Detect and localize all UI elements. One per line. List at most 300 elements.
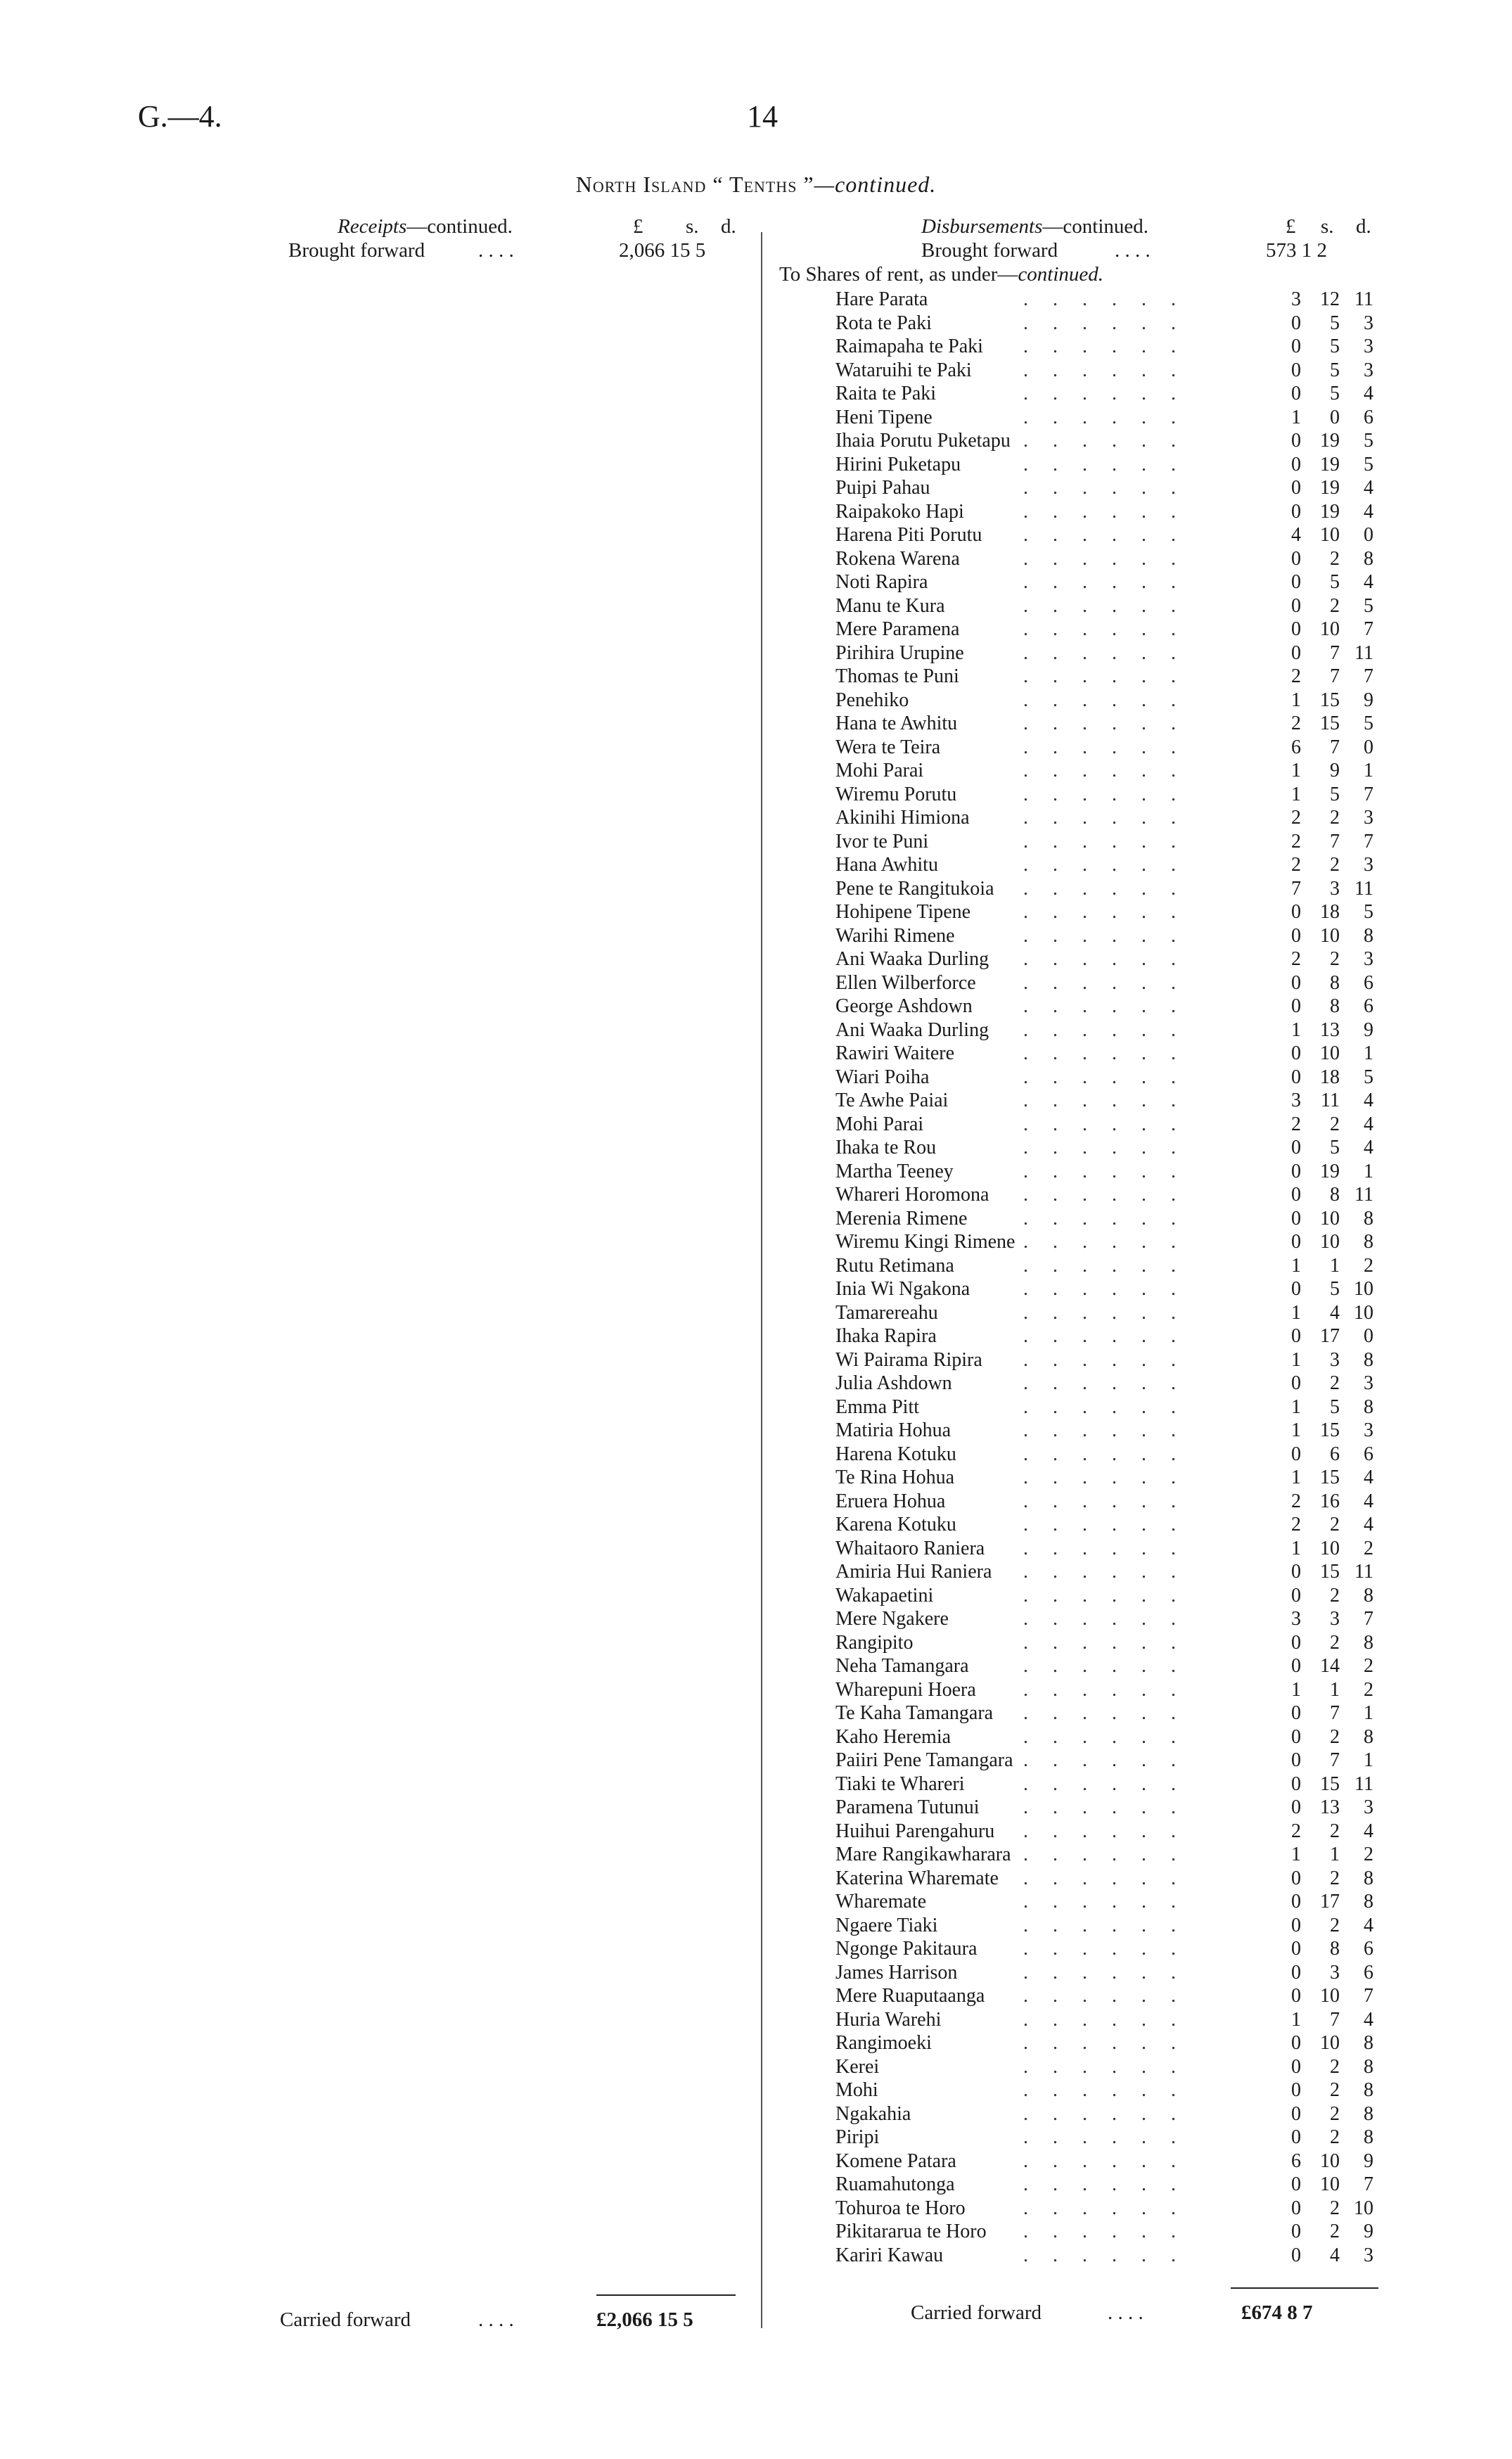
entry-pounds: 0: [1291, 2079, 1301, 2101]
disbursement-entry-row: [0, 1325, 1512, 1349]
disbursement-entry-row: [0, 1538, 1512, 1561]
entry-name: Mohi Parai: [835, 1113, 924, 1135]
entry-shillings: 5: [1330, 1137, 1340, 1158]
entry-pence: 3: [1364, 336, 1373, 357]
entry-leader-dots: . . . . . .: [1023, 477, 1186, 499]
disbursement-entry-row: [0, 1255, 1512, 1279]
disbursement-entry-row: [0, 1396, 1512, 1420]
entry-pence: 8: [1364, 1395, 1373, 1418]
entry-name: Kariri Kawau: [835, 2244, 944, 2266]
entry-leader-dots: . . . . . .: [1023, 1796, 1186, 1818]
entry-pence: 8: [1364, 1584, 1373, 1607]
entry-pounds: 1: [1291, 1395, 1301, 1418]
disbursement-entry-row: [0, 2150, 1512, 2174]
entry-pence: 4: [1364, 383, 1373, 404]
entry-pounds: 1: [1291, 1537, 1301, 1559]
entry-shillings: 15: [1320, 1467, 1340, 1488]
entry-name: Piripi: [835, 2126, 880, 2148]
entry-name: Rawiri Waitere: [835, 1042, 955, 1064]
disbursement-entry-row: [0, 1844, 1512, 1867]
entry-pounds: 0: [1291, 1961, 1301, 1984]
entry-pounds: 0: [1291, 1443, 1301, 1465]
disbursement-entry-row: [0, 1867, 1512, 1891]
entry-name: Rutu Retimana: [835, 1254, 954, 1277]
disbursement-entry-row: [0, 878, 1512, 902]
entry-name: Hana Awhitu: [835, 854, 938, 876]
entry-leader-dots: . . . . . .: [1023, 665, 1186, 687]
entry-pounds: 2: [1291, 830, 1301, 852]
entry-shillings: 13: [1320, 1796, 1340, 1818]
disbursement-entry-row: [0, 1749, 1512, 1773]
entry-leader-dots: . . . . . .: [1023, 1608, 1186, 1630]
disbursement-entry-row: [0, 595, 1512, 619]
receipts-carried-forward-value: £2,066 15 5: [596, 2308, 693, 2331]
disbursement-entry-row: [0, 1655, 1512, 1679]
entry-shillings: 2: [1330, 2221, 1340, 2242]
entry-name: Wakapaetini: [835, 1584, 934, 1607]
disbursement-entry-row: [0, 1349, 1512, 1373]
disbursement-entry-row: [0, 548, 1512, 572]
entry-pounds: 0: [1291, 1325, 1301, 1347]
entry-pounds: 2: [1291, 948, 1301, 970]
entry-leader-dots: . . . . . .: [1023, 1325, 1186, 1347]
entry-pence: 0: [1364, 736, 1373, 758]
entry-shillings: 7: [1330, 736, 1340, 758]
entry-pounds: 1: [1291, 1018, 1301, 1041]
entry-shillings: 19: [1320, 430, 1340, 452]
entry-pounds: 0: [1291, 1561, 1301, 1583]
entry-pounds: 0: [1291, 1631, 1301, 1654]
entry-pounds: 0: [1291, 924, 1301, 947]
receipts-col-pence: d.: [721, 215, 736, 238]
entry-name: Wiremu Porutu: [835, 783, 957, 805]
entry-pounds: 0: [1291, 1725, 1301, 1748]
disbursement-entry-row: [0, 1915, 1512, 1939]
entry-pence: 7: [1364, 2173, 1373, 2195]
entry-name: Julia Ashdown: [835, 1372, 952, 1394]
entry-name: Te Awhe Paiai: [835, 1090, 949, 1111]
entry-leader-dots: . . . . . .: [1023, 713, 1186, 734]
entry-pounds: 0: [1291, 1184, 1301, 1206]
entry-pence: 8: [1364, 547, 1373, 570]
entry-name: Katerina Wharemate: [835, 1867, 999, 1889]
entry-pence: 4: [1364, 477, 1373, 499]
disbursement-entry-row: [0, 1066, 1512, 1090]
disbursement-entry-row: [0, 972, 1512, 996]
entry-pence: 7: [1364, 1608, 1373, 1630]
entry-pence: 7: [1364, 830, 1373, 852]
entry-shillings: 1: [1330, 1254, 1340, 1277]
entry-name: Amiria Hui Raniera: [835, 1561, 992, 1583]
disbursement-entry-row: [0, 1820, 1512, 1844]
entry-pence: 3: [1364, 2244, 1373, 2266]
entry-name: Heni Tipene: [835, 406, 933, 428]
entry-leader-dots: . . . . . .: [1023, 2102, 1186, 2125]
entry-name: Manu te Kura: [835, 594, 945, 617]
entry-shillings: 2: [1330, 1113, 1340, 1135]
entry-pounds: 0: [1291, 312, 1301, 334]
entry-name: Eruera Hohua: [835, 1490, 946, 1512]
entry-name: Thomas te Puni: [835, 665, 959, 687]
entry-shillings: 10: [1320, 2150, 1340, 2172]
entry-shillings: 7: [1330, 641, 1340, 664]
disbursement-entry-row: [0, 713, 1512, 736]
entry-name: Mere Ngakere: [835, 1608, 949, 1630]
entry-pence: 11: [1354, 1561, 1373, 1583]
entry-pence: 11: [1354, 1773, 1373, 1795]
entry-pence: 8: [1364, 1348, 1373, 1371]
entry-shillings: 2: [1330, 1914, 1340, 1936]
entry-shillings: 2: [1330, 1631, 1340, 1654]
shares-heading-label: To Shares of rent, as under—: [779, 263, 1018, 286]
entry-pence: 4: [1364, 1490, 1373, 1512]
disbursements-brought-forward-dots: . . . .: [1115, 239, 1151, 262]
disbursements-col-shillings: s.: [1321, 215, 1334, 238]
entry-shillings: 10: [1320, 1985, 1340, 2007]
entry-pounds: 2: [1291, 1514, 1301, 1535]
entry-pounds: 2: [1291, 807, 1301, 829]
entry-pounds: 0: [1291, 547, 1301, 570]
entry-pence: 6: [1364, 995, 1373, 1017]
disbursement-entry-row: [0, 1632, 1512, 1656]
entry-pence: 5: [1364, 453, 1373, 475]
entry-leader-dots: . . . . . .: [1023, 1348, 1186, 1371]
entry-leader-dots: . . . . . .: [1023, 1160, 1186, 1182]
entry-pence: 1: [1364, 760, 1373, 781]
entry-leader-dots: . . . . . .: [1023, 807, 1186, 829]
disbursement-entry-row: [0, 1796, 1512, 1820]
entry-pence: 11: [1354, 288, 1373, 310]
entry-name: Kerei: [835, 2055, 880, 2078]
entry-pounds: 0: [1291, 901, 1301, 923]
entry-leader-dots: . . . . . .: [1023, 571, 1186, 593]
entry-pounds: 0: [1291, 618, 1301, 640]
entry-pounds: 1: [1291, 1467, 1301, 1488]
entry-pounds: 6: [1291, 736, 1301, 758]
entry-shillings: 15: [1320, 1561, 1340, 1583]
entry-leader-dots: . . . . . .: [1023, 971, 1186, 994]
receipts-carried-forward-label: Carried forward: [280, 2308, 411, 2331]
entry-name: Mohi: [835, 2079, 878, 2101]
entry-pence: 8: [1364, 2032, 1373, 2054]
entry-leader-dots: . . . . . .: [1023, 1395, 1186, 1418]
entry-shillings: 2: [1330, 594, 1340, 617]
entry-leader-dots: . . . . . .: [1023, 1773, 1186, 1795]
entry-leader-dots: . . . . . .: [1023, 524, 1186, 546]
disbursement-entry-row: [0, 1561, 1512, 1585]
entry-pence: 2: [1364, 1655, 1373, 1677]
disbursements-heading: [921, 215, 1148, 238]
entry-leader-dots: . . . . . .: [1023, 1443, 1186, 1465]
entry-leader-dots: . . . . . .: [1023, 1914, 1186, 1936]
entry-shillings: 3: [1330, 1608, 1340, 1630]
entry-pounds: 1: [1291, 1678, 1301, 1701]
receipts-col-shillings: s.: [686, 215, 699, 238]
disbursements-col-pence: d.: [1356, 215, 1371, 238]
entry-pounds: 0: [1291, 2173, 1301, 2195]
disbursement-entry-row: [0, 784, 1512, 807]
entry-name: Warihi Rimene: [835, 924, 955, 947]
entry-pence: 8: [1364, 924, 1373, 947]
entry-pounds: 1: [1291, 689, 1301, 711]
entry-pence: 4: [1364, 571, 1373, 593]
entry-shillings: 19: [1320, 477, 1340, 499]
page-title: [0, 172, 1512, 198]
entry-name: Huria Warehi: [835, 2008, 942, 2031]
entry-pounds: 6: [1291, 2150, 1301, 2172]
entry-shillings: 2: [1330, 547, 1340, 570]
disbursement-entry-row: [0, 1302, 1512, 1326]
entry-pence: 1: [1364, 1160, 1373, 1182]
entry-pence: 6: [1364, 1938, 1373, 1960]
disbursement-entry-row: [0, 995, 1512, 1019]
entry-shillings: 6: [1330, 1443, 1340, 1465]
entry-shillings: 10: [1320, 1537, 1340, 1559]
entry-pence: 1: [1364, 1749, 1373, 1771]
disbursement-entry-row: [0, 665, 1512, 689]
entry-pounds: 1: [1291, 1254, 1301, 1277]
entry-name: Rota te Paki: [835, 312, 932, 334]
entry-leader-dots: . . . . . .: [1023, 2244, 1186, 2266]
entry-name: Kaho Heremia: [835, 1725, 952, 1748]
entry-name: Wiari Poiha: [835, 1066, 930, 1088]
disbursement-entry-row: [0, 689, 1512, 713]
entry-pence: 3: [1364, 807, 1373, 829]
receipts-heading-italic: Receipts: [338, 215, 407, 238]
entry-pounds: 0: [1291, 1584, 1301, 1607]
entry-name: Merenia Rimene: [835, 1207, 968, 1230]
entry-name: Pirihira Urupine: [835, 641, 964, 664]
disbursement-entry-row: [0, 430, 1512, 454]
receipts-brought-forward-label: Brought forward: [288, 239, 425, 262]
entry-shillings: 10: [1320, 2173, 1340, 2195]
disbursement-entry-row: [0, 336, 1512, 359]
entry-pence: 8: [1364, 1867, 1373, 1889]
disbursement-entry-row: [0, 1161, 1512, 1184]
entry-shillings: 10: [1320, 1207, 1340, 1230]
entry-pence: 11: [1354, 877, 1373, 900]
entry-name: Ihaka Rapira: [835, 1325, 937, 1347]
disbursement-entry-row: [0, 1490, 1512, 1514]
entry-leader-dots: . . . . . .: [1023, 359, 1186, 381]
entry-leader-dots: . . . . . .: [1023, 453, 1186, 475]
entry-pounds: 0: [1291, 1749, 1301, 1771]
entry-leader-dots: . . . . . .: [1023, 288, 1186, 310]
entry-pounds: 0: [1291, 1985, 1301, 2007]
entry-shillings: 19: [1320, 500, 1340, 523]
entry-name: Tohuroa te Horo: [835, 2197, 966, 2219]
entry-pence: 0: [1364, 1325, 1373, 1347]
disbursement-entry-row: [0, 1585, 1512, 1609]
entry-leader-dots: . . . . . .: [1023, 901, 1186, 923]
disbursement-entry-row: [0, 1184, 1512, 1208]
receipts-carried-forward-dots: . . . .: [478, 2308, 514, 2331]
entry-shillings: 7: [1330, 665, 1340, 687]
entry-pounds: 1: [1291, 783, 1301, 805]
entry-leader-dots: . . . . . .: [1023, 1254, 1186, 1277]
entry-pence: 6: [1364, 406, 1373, 428]
entry-name: Mare Rangikawharara: [835, 1844, 1011, 1865]
disbursement-entry-row: [0, 925, 1512, 949]
entry-name: Emma Pitt: [835, 1395, 919, 1418]
entry-pence: 1: [1364, 1702, 1373, 1724]
disbursement-entry-row: [0, 359, 1512, 383]
entry-shillings: 5: [1330, 336, 1340, 357]
entry-pounds: 0: [1291, 571, 1301, 593]
entry-name: Pene te Rangitukoia: [835, 877, 994, 900]
entry-leader-dots: . . . . . .: [1023, 689, 1186, 711]
entry-leader-dots: . . . . . .: [1023, 430, 1186, 452]
entry-leader-dots: . . . . . .: [1023, 1678, 1186, 1701]
entry-leader-dots: . . . . . .: [1023, 1184, 1186, 1206]
entry-pence: 4: [1364, 1914, 1373, 1936]
entry-pounds: 0: [1291, 1914, 1301, 1936]
entry-leader-dots: . . . . . .: [1023, 2008, 1186, 2031]
entry-pence: 9: [1364, 2221, 1373, 2242]
entry-shillings: 3: [1330, 1961, 1340, 1984]
entry-name: Harena Piti Porutu: [835, 524, 982, 546]
entry-leader-dots: . . . . . .: [1023, 336, 1186, 357]
entry-leader-dots: . . . . . .: [1023, 1655, 1186, 1677]
entry-pence: 6: [1364, 971, 1373, 994]
entry-shillings: 13: [1320, 1018, 1340, 1041]
entry-shillings: 4: [1330, 1301, 1340, 1324]
entry-name: Rangimoeki: [835, 2032, 932, 2054]
entry-pounds: 0: [1291, 1796, 1301, 1818]
entry-pence: 11: [1354, 1184, 1373, 1206]
entry-name: Ngakahia: [835, 2102, 911, 2125]
entry-pounds: 0: [1291, 2244, 1301, 2266]
entry-pounds: 0: [1291, 1042, 1301, 1064]
entry-leader-dots: . . . . . .: [1023, 1467, 1186, 1488]
entry-pence: 8: [1364, 1231, 1373, 1253]
entry-shillings: 10: [1320, 524, 1340, 546]
entry-pounds: 1: [1291, 406, 1301, 428]
entry-leader-dots: . . . . . .: [1023, 2197, 1186, 2219]
disbursement-entry-row: [0, 2221, 1512, 2244]
entry-pounds: 0: [1291, 477, 1301, 499]
disbursement-entry-row: [0, 901, 1512, 925]
entry-shillings: 14: [1320, 1655, 1340, 1677]
entry-name: Puipi Pahau: [835, 477, 930, 499]
disbursements-carried-forward-dots: . . . .: [1108, 2301, 1143, 2324]
entry-pounds: 0: [1291, 453, 1301, 475]
entry-leader-dots: . . . . . .: [1023, 1961, 1186, 1984]
disbursements-col-pound: £: [1286, 215, 1296, 238]
entry-pence: 4: [1364, 1113, 1373, 1135]
entry-pounds: 0: [1291, 594, 1301, 617]
entry-pence: 10: [1354, 1278, 1373, 1300]
entry-name: Inia Wi Ngakona: [835, 1278, 970, 1300]
entry-name: Raipakoko Hapi: [835, 500, 964, 523]
entry-pence: 8: [1364, 2055, 1373, 2078]
entry-name: George Ashdown: [835, 995, 973, 1017]
entry-pence: 3: [1364, 312, 1373, 334]
disbursements-brought-forward-value: 573 1 2: [1266, 239, 1327, 262]
entry-shillings: 8: [1330, 995, 1340, 1017]
entry-leader-dots: . . . . . .: [1023, 760, 1186, 781]
disbursement-entry-row: [0, 2079, 1512, 2103]
entry-leader-dots: . . . . . .: [1023, 1749, 1186, 1771]
entry-pence: 2: [1364, 1844, 1373, 1865]
entry-pence: 11: [1354, 641, 1373, 664]
entry-pence: 7: [1364, 783, 1373, 805]
entry-pounds: 0: [1291, 971, 1301, 994]
entry-pence: 8: [1364, 2126, 1373, 2148]
entry-leader-dots: . . . . . .: [1023, 2126, 1186, 2148]
entry-name: Mere Paramena: [835, 618, 960, 640]
entry-pounds: 0: [1291, 1938, 1301, 1960]
entry-shillings: 7: [1330, 1702, 1340, 1724]
disbursement-entry-row: [0, 571, 1512, 595]
disbursement-entry-row: [0, 1090, 1512, 1113]
entry-name: Komene Patara: [835, 2150, 956, 2172]
entry-leader-dots: . . . . . .: [1023, 1090, 1186, 1111]
disbursements-heading-rest: —continued.: [1042, 215, 1148, 238]
entry-leader-dots: . . . . . .: [1023, 1867, 1186, 1889]
document-reference: G.—4.: [138, 99, 222, 134]
entry-leader-dots: . . . . . .: [1023, 1042, 1186, 1064]
entry-pounds: 0: [1291, 995, 1301, 1017]
entry-shillings: 10: [1320, 1042, 1340, 1064]
entry-pounds: 0: [1291, 1891, 1301, 1912]
entry-leader-dots: . . . . . .: [1023, 1584, 1186, 1607]
entry-pence: 6: [1364, 1961, 1373, 1984]
entry-name: Matiria Hohua: [835, 1419, 952, 1441]
entry-shillings: 19: [1320, 1160, 1340, 1182]
entry-pence: 9: [1364, 689, 1373, 711]
disbursement-entry-row: [0, 2009, 1512, 2033]
entry-pence: 0: [1364, 524, 1373, 546]
entry-leader-dots: . . . . . .: [1023, 1301, 1186, 1324]
entry-name: Ellen Wilberforce: [835, 971, 976, 994]
disbursements-brought-forward-label: Brought forward: [921, 239, 1058, 262]
entry-pounds: 7: [1291, 877, 1301, 900]
entry-shillings: 2: [1330, 1584, 1340, 1607]
receipts-heading: [338, 215, 513, 238]
entry-pence: 7: [1364, 1985, 1373, 2007]
disbursement-entry-row: [0, 948, 1512, 972]
entry-leader-dots: . . . . . .: [1023, 1018, 1186, 1041]
entry-name: Hohipene Tipene: [835, 901, 971, 923]
entry-shillings: 3: [1330, 877, 1340, 900]
entry-pounds: 0: [1291, 383, 1301, 404]
entry-name: Pikitararua te Horo: [835, 2221, 987, 2242]
disbursement-entry-row: [0, 501, 1512, 525]
entry-pence: 4: [1364, 1514, 1373, 1535]
entry-pounds: 0: [1291, 2102, 1301, 2125]
entry-pounds: 3: [1291, 1090, 1301, 1111]
entry-shillings: 5: [1330, 571, 1340, 593]
disbursement-entry-row: [0, 1891, 1512, 1915]
disbursements-carried-forward-value: £674 8 7: [1241, 2301, 1313, 2324]
entry-leader-dots: . . . . . .: [1023, 1231, 1186, 1253]
entry-name: Whaitaoro Raniera: [835, 1537, 985, 1559]
entry-leader-dots: . . . . . .: [1023, 383, 1186, 404]
entry-pence: 5: [1364, 713, 1373, 734]
entry-leader-dots: . . . . . .: [1023, 2032, 1186, 2054]
entry-name: Ngonge Pakitaura: [835, 1938, 978, 1960]
entry-leader-dots: . . . . . .: [1023, 830, 1186, 852]
entry-pence: 8: [1364, 2079, 1373, 2101]
entry-pounds: 4: [1291, 524, 1301, 546]
entry-shillings: 2: [1330, 2079, 1340, 2101]
entry-shillings: 10: [1320, 924, 1340, 947]
receipts-col-pound: £: [633, 215, 643, 238]
entry-name: Hare Parata: [835, 288, 928, 310]
entry-name: Whareri Horomona: [835, 1184, 989, 1206]
entry-pounds: 0: [1291, 430, 1301, 452]
